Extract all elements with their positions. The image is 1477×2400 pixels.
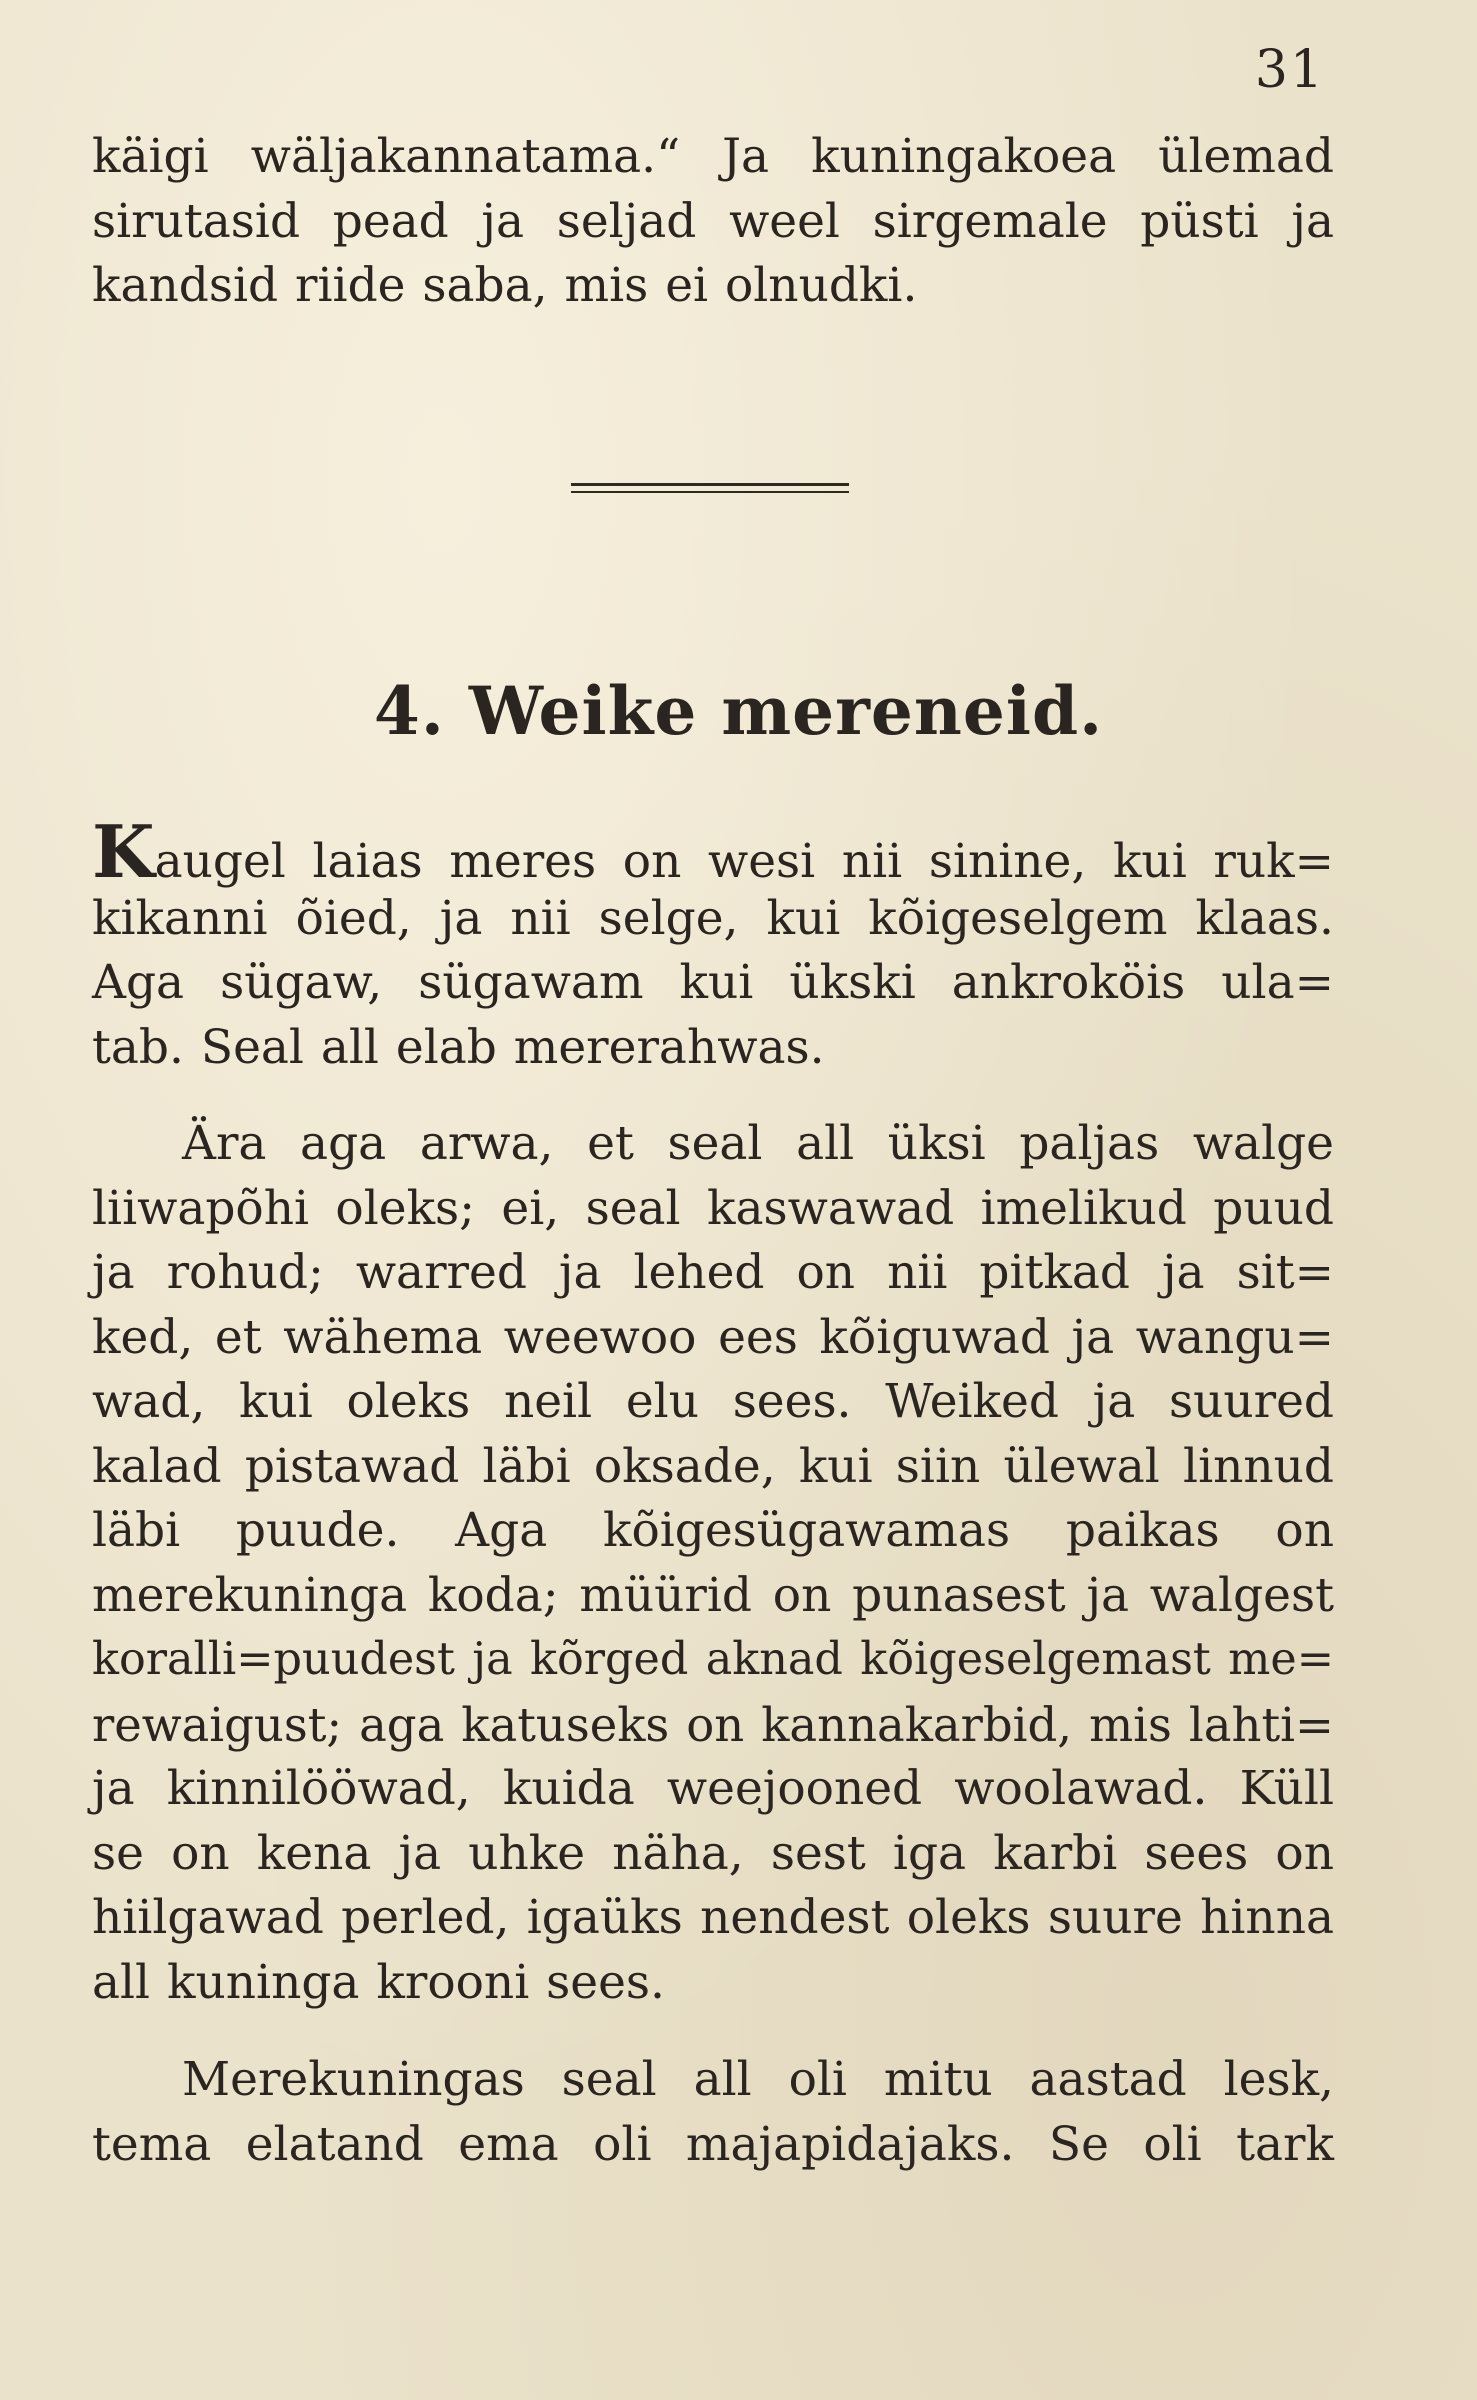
text-line-content: augel laias meres on wesi nii sinine, kui ruk= (154, 834, 1334, 889)
story-paragraph-1 (92, 809, 1334, 1080)
drop-cap: K (92, 809, 155, 894)
text-line: merekuninga koda; müürid on punasest ja walgest (92, 1567, 1334, 1623)
text-line: se on kena ja uhke näha, sest iga karbi sees on (92, 1825, 1334, 1881)
text-line: ked, et wähema weewoo ees kõiguwad ja wangu= (92, 1309, 1334, 1365)
text-line: liiwapõhi oleks; ei, seal kaswawad imelikud puud (92, 1180, 1334, 1236)
text-line: ja rohud; warred ja lehed on nii pitkad ja sit= (92, 1245, 1334, 1300)
text-line: tab. Seal all elab mererahwas. (92, 1019, 825, 1075)
text-line: sirutasid pead ja seljad weel sirgemale püsti ja (92, 193, 1334, 249)
text-line: kandsid riide saba, mis ei olnudki. (92, 258, 918, 313)
text-line: tema elatand ema oli majapidajaks. Se oli tark (92, 2116, 1334, 2172)
text-line: rewaigust; aga katuseks on kannakarbid, mis lahti= (92, 1697, 1334, 1752)
section-title: Weike mereneid. (468, 672, 1104, 750)
top-paragraph (92, 125, 1334, 319)
section-heading (0, 672, 1477, 750)
text-line (92, 809, 1334, 894)
text-line: Ära aga arwa, et seal all üksi paljas walge (182, 1116, 1334, 1171)
story-paragraph-3 (92, 2048, 1334, 2177)
story-paragraph-2 (92, 1112, 1334, 2015)
text-line: kalad pistawad läbi oksade, kui siin ülewal linnud (92, 1438, 1334, 1494)
text-line: käigi wäljakannatama.“ Ja kuningakoea ülemad (92, 129, 1334, 184)
text-line: läbi puude. Aga kõigesügawamas paikas on (92, 1503, 1334, 1558)
text-line: wad, kui oleks neil elu sees. Weiked ja suured (92, 1374, 1334, 1429)
text-line: Merekuningas seal all oli mitu aastad lesk, (182, 2052, 1334, 2107)
section-divider-rule (571, 483, 849, 493)
text-line: koralli=puudest ja kõrged aknad kõigeselgemast me= (92, 1634, 1334, 1685)
text-line: Aga sügaw, sügawam kui ükski ankroköis ula= (92, 955, 1334, 1010)
page-number: 31 (1254, 40, 1325, 100)
text-line: ja kinnilööwad, kuida weejooned woolawad. Küll (92, 1761, 1334, 1816)
text-line: hiilgawad perled, igaüks nendest oleks suure hinna (92, 1890, 1334, 1945)
text-line: kikanni õied, ja nii selge, kui kõigeselgem klaas. (92, 890, 1334, 946)
section-number: 4. (373, 672, 445, 750)
text-line: all kuninga krooni sees. (92, 1954, 665, 2010)
